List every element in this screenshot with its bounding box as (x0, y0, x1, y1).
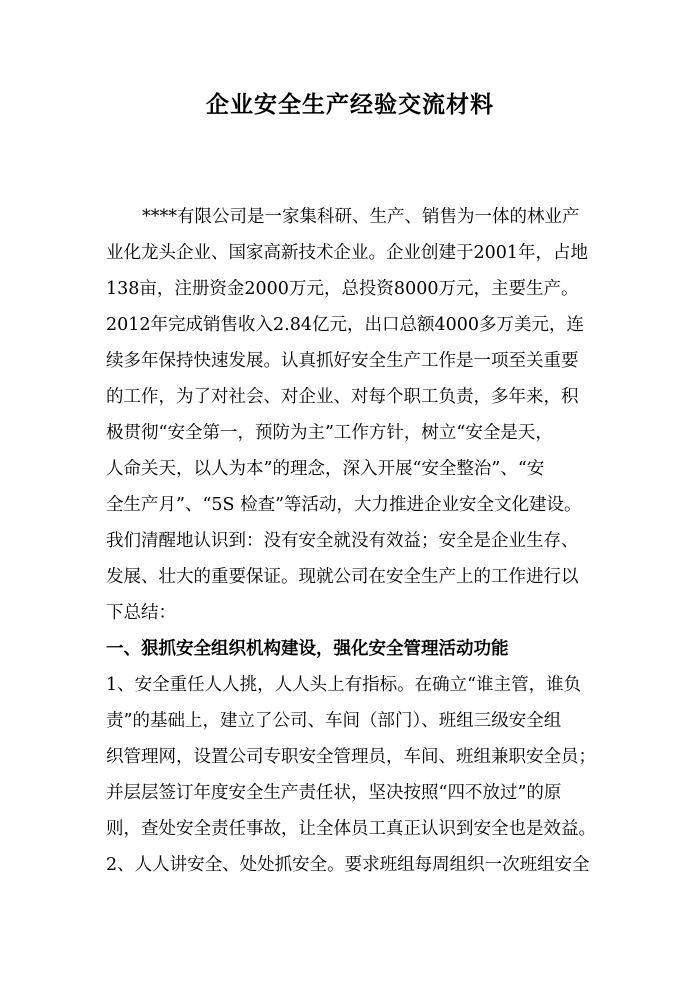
paragraph-line: 下总结： (106, 603, 176, 623)
paragraph-line: 全生产月”、“5S 检查”等活动，大力推进企业安全文化建设。 (106, 495, 582, 515)
paragraph-line: 2、人人讲安全、处处抓安全。要求班组每周组织一次班组安全 (106, 855, 590, 875)
paragraph-line: 我们清醒地认识到：没有安全就没有效益；安全是企业生存、 (106, 531, 579, 551)
paragraph-line: 续多年保持快速发展。认真抓好安全生产工作是一项至关重要 (106, 351, 579, 371)
paragraph-line: 织管理网，设置公司专职安全管理员，车间、班组兼职安全员； (106, 747, 596, 767)
paragraph-line: 并层层签订年度安全生产责任状，坚决按照“四不放过”的原 (106, 783, 562, 803)
paragraph-line: ****有限公司是一家集科研、生产、销售为一体的林业产 (142, 207, 580, 227)
paragraph-line: 发展、壮大的重要保证。现就公司在安全生产上的工作进行以 (106, 567, 579, 587)
document-title: 企业安全生产经验交流材料 (206, 91, 494, 118)
paragraph-line: 业化龙头企业、国家高新技术企业。企业创建于2001年，占地 (106, 243, 589, 263)
paragraph-line: 1、安全重任人人挑，人人头上有指标。在确立“谁主管，谁负 (106, 675, 582, 695)
paragraph-line: 责”的基础上，建立了公司、车间（部门）、班组三级安全组 (106, 711, 562, 731)
paragraph-line: 则，查处安全责任事故，让全体员工真正认识到安全也是效益。 (106, 819, 596, 839)
paragraph-line: 人命关天，以人为本”的理念，深入开展“安全整治”、“安 (106, 459, 545, 479)
paragraph-line: 极贯彻“安全第一，预防为主”工作方针，树立“安全是天， (106, 423, 553, 443)
document-body (106, 199, 606, 883)
paragraph-line: 138亩，注册资金2000万元，总投资8000万元，主要生产。 (106, 279, 579, 299)
section-heading: 一、狠抓安全组织机构建设，强化安全管理活动功能 (106, 639, 509, 659)
paragraph-line: 2012年完成销售收入2.84亿元，出口总额4000多万美元，连 (106, 315, 585, 335)
paragraph-line: 的工作，为了对社会、对企业、对每个职工负责，多年来，积 (106, 387, 579, 407)
